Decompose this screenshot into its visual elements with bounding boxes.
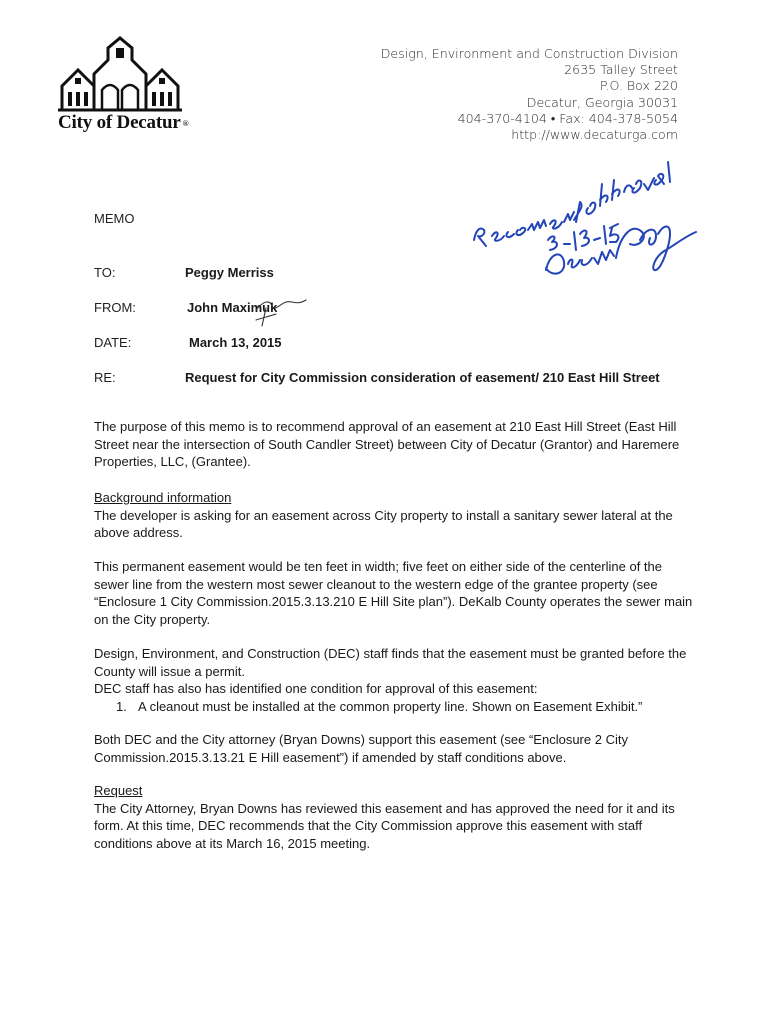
background-section [94,489,694,542]
logo-name: City of Decatur [58,112,181,133]
dec-line: Design, Environment, and Construction (DEC) staff finds that the easement must be granted before the [94,646,687,661]
request-line: conditions above at its March 16, 2015 meeting. [94,835,371,851]
division-name: Design, Environment and Construction Division [380,46,678,61]
request-heading: Request [94,783,143,798]
support-paragraph [94,731,694,766]
re-label: RE: [94,370,116,385]
po-box: P.O. Box 220 [599,78,678,94]
background-heading: Background information [94,490,232,505]
support-line: Both DEC and the City attorney (Bryan Downs) support this easement (see “Enclosure 2 City [94,732,628,747]
permanent-line: This permanent easement would be ten feet in width; five feet on either side of the centerline of the [94,559,663,574]
city-state-zip: Decatur, Georgia 30031 [526,94,678,110]
city-of-decatur-logo [58,34,218,134]
dec-paragraph [94,645,694,715]
re-value: Request for City Commission consideration of easement/ 210 East Hill Street [185,370,660,385]
permanent-line: on the City property. [94,611,211,627]
condition-number: 1. [116,698,127,714]
condition-text: A cleanout must be installed at the common property line. Shown on Easement Exhibit.” [138,698,643,714]
date-label: DATE: [94,335,132,350]
memo-title: MEMO [94,211,135,226]
street-address: 2635 Talley Street [564,62,678,78]
intro-line: Properties, LLC, (Grantee). [94,454,251,469]
from-label: FROM: [94,300,136,315]
permanent-line: sewer line from the western most sewer cleanout to the western edge of the grantee property (see [94,576,658,592]
from-initials-icon [252,296,312,330]
request-section [94,782,694,852]
condition-list-item [94,698,694,716]
intro-line: The purpose of this memo is to recommend approval of an easement at 210 East Hill Street (East Hill [94,419,677,434]
support-line: Commission.2015.3.13.21 E Hill easement”) if amended by staff conditions above. [94,749,567,765]
date-value: March 13, 2015 [189,335,282,350]
to-label: TO: [94,265,116,280]
phone-fax: 404-370-4104 • Fax: 404-378-5054 [457,110,678,126]
handwritten-approval-signature-icon [470,140,700,280]
intro-line: Street near the intersection of South Candler Street) between City of Decatur (Grantor) and Haremere [94,436,680,452]
from-value: John Maximuk [187,300,278,315]
background-line: above address. [94,525,183,540]
website-link[interactable]: http://www.decaturga.com [511,127,678,143]
handwritten-approval [470,140,700,280]
request-line: form. At this time, DEC recommends that the City Commission approve this easement with staff [94,818,643,833]
intro-paragraph [94,418,694,471]
registered-mark: ® [182,119,189,129]
permanent-easement-paragraph [94,558,694,628]
dec-line: DEC staff has also has identified one condition for approval of this easement: [94,681,538,696]
permanent-line: “Enclosure 1 City Commission.2015.3.13.210 E Hill Site plan”). DeKalb County operates the sewer main [94,594,693,609]
dec-line: County will issue a permit. [94,663,245,679]
letterhead-address [381,46,678,143]
background-line: The developer is asking for an easement across City property to install a sanitary sewer lateral at the [94,507,673,523]
to-value: Peggy Merriss [185,265,274,280]
request-line: The City Attorney, Bryan Downs has reviewed this easement and has approved the need for it and its [94,800,675,816]
city-hall-logo-icon [58,34,188,114]
logo-wordmark [58,112,188,134]
